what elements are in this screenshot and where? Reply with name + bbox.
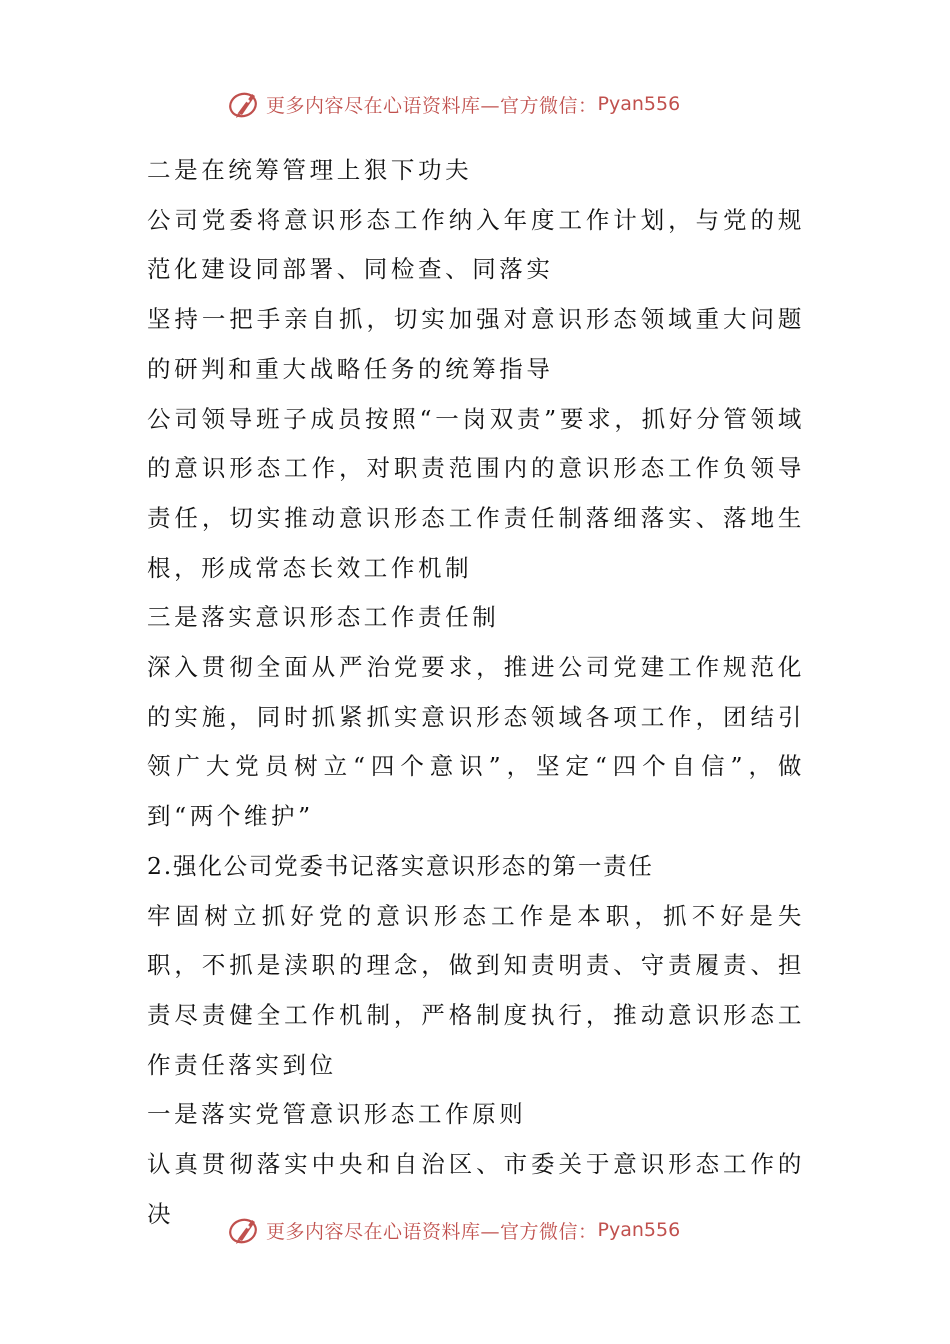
body-paragraph: 牢固树立抓好党的意识形态工作是本职，抓不好是失职，不抓是渎职的理念，做到知责明责、守责履责、担责尽责健全工作机制，严格制度执行，推动意识形态工作责任落实到位 bbox=[147, 901, 805, 1079]
pen-nib-logo-icon bbox=[226, 86, 262, 122]
body-paragraph: 公司领导班子成员按照“一岗双责”要求，抓好分管领域的意识形态工作，对职责范围内的意识形态工作负领导责任，切实推动意识形态工作责任制落细落实、落地生根，形成常态长效工作机制 bbox=[147, 404, 805, 582]
numbered-heading: 2.强化公司党委书记落实意识形态的第一责任 bbox=[147, 851, 654, 880]
header-watermark-banner bbox=[226, 84, 680, 124]
header-banner-text: 更多内容尽在心语资料库—官方微信： bbox=[266, 94, 598, 117]
footer-watermark-banner bbox=[226, 1210, 680, 1250]
footer-banner-text: 更多内容尽在心语资料库—官方微信： bbox=[266, 1220, 598, 1243]
body-paragraph: 认真贯彻落实中央和自治区、市委关于意识形态工作的决 bbox=[147, 1150, 805, 1228]
footer-banner-wechat-id: Pyan556 bbox=[597, 1219, 681, 1241]
header-banner-wechat-id: Pyan556 bbox=[597, 93, 681, 115]
body-paragraph: 坚持一把手亲自抓，切实加强对意识形态领域重大问题的研判和重大战略任务的统筹指导 bbox=[147, 305, 805, 383]
section-heading: 二是在统筹管理上狠下功夫 bbox=[147, 156, 473, 184]
body-paragraph: 公司党委将意识形态工作纳入年度工作计划，与党的规范化建设同部署、同检查、同落实 bbox=[147, 205, 805, 284]
pen-nib-logo-icon bbox=[226, 1212, 262, 1248]
document-body bbox=[147, 146, 805, 1239]
body-paragraph: 深入贯彻全面从严治党要求，推进公司党建工作规范化的实施，同时抓紧抓实意识形态领域各项工作，团结引领广大党员树立“四个意识”，坚定“四个自信”，做到“两个维护” bbox=[147, 653, 805, 831]
section-heading: 三是落实意识形态工作责任制 bbox=[147, 603, 500, 632]
section-heading: 一是落实党管意识形态工作原则 bbox=[147, 1100, 527, 1129]
